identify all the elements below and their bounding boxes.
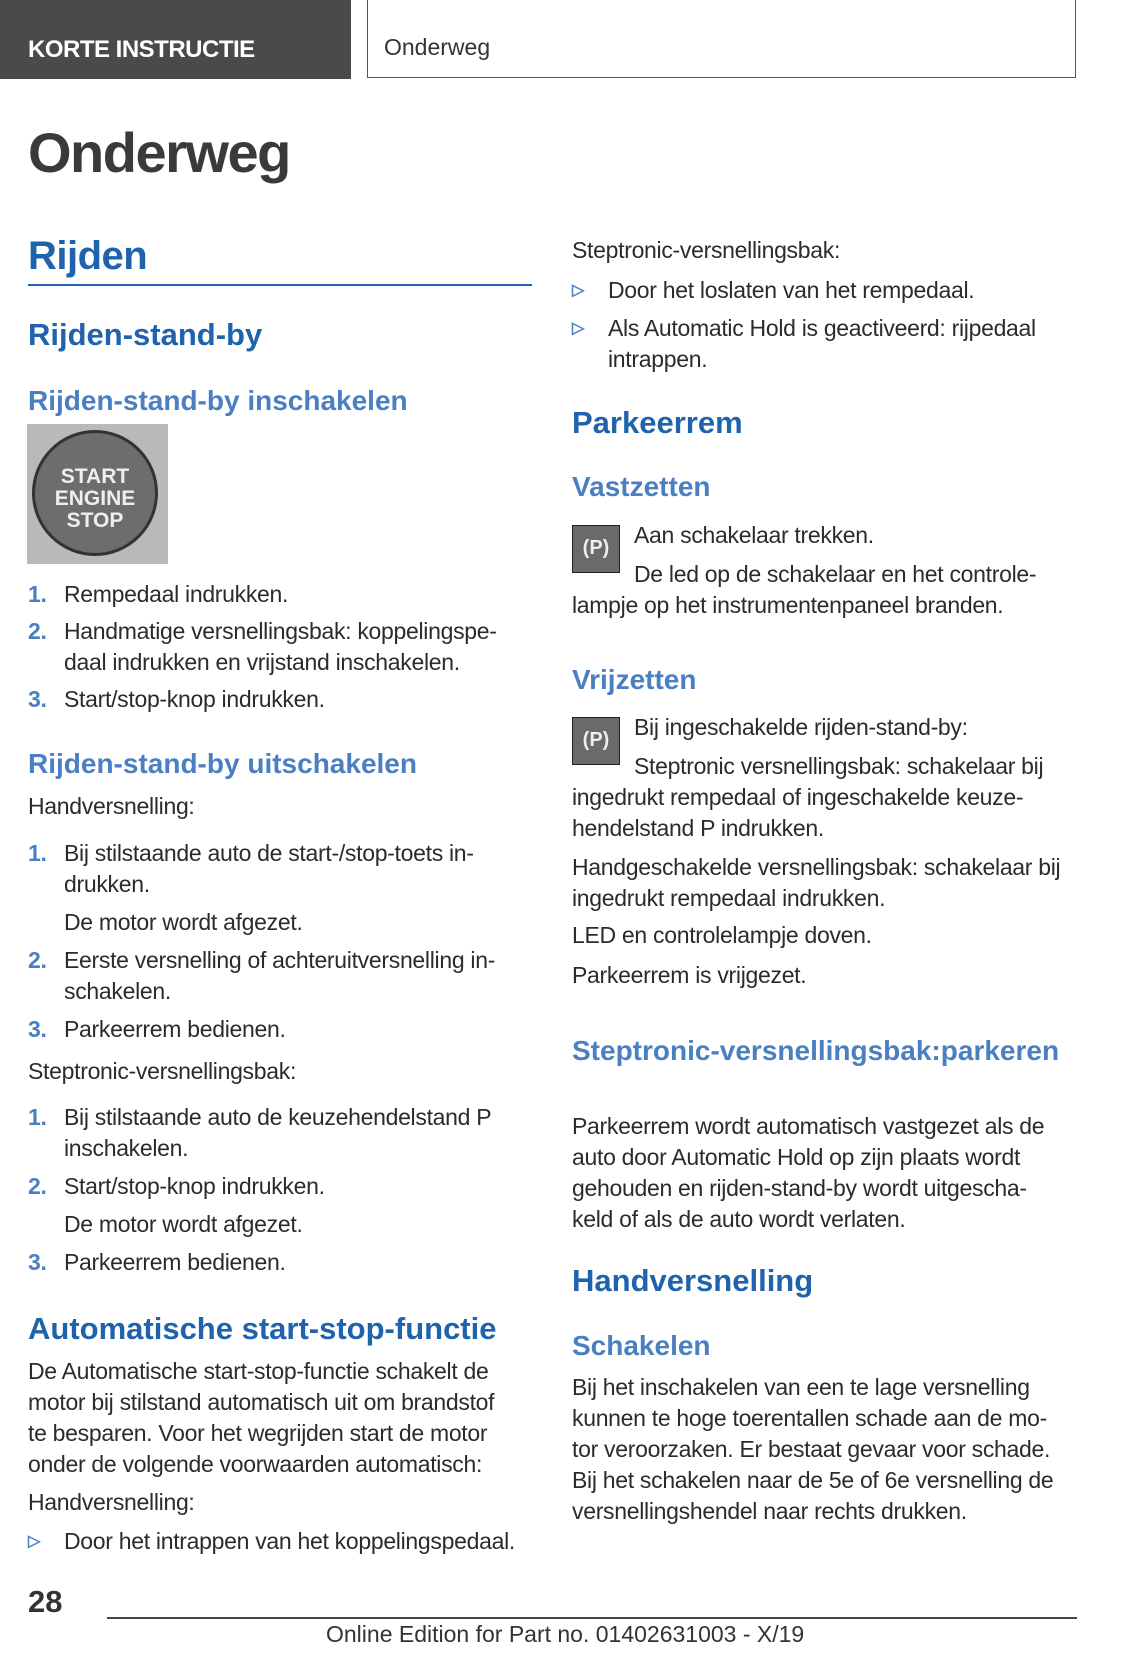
text-line: schakelen. — [64, 978, 171, 1004]
text-line: hendelstand P indrukken. — [572, 815, 824, 841]
steptronic-parkeren-paragraph — [572, 1111, 1044, 1235]
text-line: Rempedaal indrukken. — [64, 581, 289, 607]
heading-vrijzetten: Vrijzetten — [572, 664, 697, 695]
text-line: parkeren — [940, 1035, 1060, 1066]
text-line: Bij stilstaande auto de keuzehendelstand P — [64, 1104, 492, 1130]
label-auto-handversnelling: Handversnelling: — [28, 1489, 195, 1515]
list-item: ▷ Door het intrappen van het koppelingspedaal. — [64, 1526, 515, 1557]
list-item — [572, 313, 1036, 375]
heading-inschakelen: Rijden-stand-by inschakelen — [28, 385, 408, 416]
start-stop-button-image — [27, 424, 168, 564]
list-item — [28, 1171, 491, 1202]
step-number: 3. — [28, 1016, 47, 1042]
step-number: 1. — [28, 840, 47, 866]
steptronic-bullets — [572, 275, 1036, 382]
text-line: intrappen. — [608, 346, 708, 372]
text-line: ingedrukt rempedaal indrukken. — [572, 885, 886, 911]
list-item — [28, 1102, 492, 1164]
page-number: 28 — [28, 1584, 63, 1619]
step-number: 3. — [28, 1249, 47, 1275]
start-engine-stop-icon: START ENGINE STOP — [32, 430, 158, 556]
list-item — [28, 838, 495, 900]
text-line: De led op de schakelaar en het controle- — [634, 561, 1037, 587]
parking-brake-icon: (P) — [572, 717, 620, 765]
text-line: inschakelen. — [64, 1135, 189, 1161]
text-line: De Automatische start-stop-functie schakelt de — [28, 1358, 489, 1384]
step-number: 2. — [28, 618, 47, 644]
list-item — [28, 579, 497, 610]
chapter-header: Onderweg — [367, 0, 1076, 78]
text-line: kunnen te hoge toerentallen schade aan de mo- — [572, 1405, 1047, 1431]
vrij-text-5: LED en controlelampje doven. — [572, 922, 872, 948]
auto-paragraph — [28, 1356, 494, 1480]
vrij-text-3 — [572, 782, 1023, 844]
step-number: 2. — [28, 1173, 47, 1199]
heading-parkeerrem: Parkeerrem — [572, 405, 743, 440]
heading-handversnelling: Handversnelling — [572, 1263, 814, 1298]
list-item — [28, 1014, 495, 1045]
vrij-text-2 — [634, 751, 1043, 782]
list-item — [572, 275, 1036, 306]
text-line: onder de volgende voorwaarden automatisch: — [28, 1451, 483, 1477]
schakelen-paragraph — [572, 1372, 1053, 1527]
text-line: gehouden en rijden-stand-by wordt uitgescha- — [572, 1175, 1027, 1201]
label-steptronic-right: Steptronic-versnellingsbak: — [572, 237, 841, 263]
footer-edition: Online Edition for Part no. 01402631003 - X/19 — [326, 1621, 805, 1647]
uitschakelen-steptronic-steps — [28, 1102, 492, 1285]
text-line: Steptronic versnellingsbak: schakelaar bij — [634, 753, 1044, 779]
heading-steptronic-parkeren — [572, 1034, 1059, 1068]
list-item — [28, 616, 497, 678]
label-steptronic: Steptronic-versnellingsbak: — [28, 1058, 297, 1084]
text-line: Eerste versnelling of achteruitversnelling in- — [64, 947, 496, 973]
heading-rijden: Rijden — [28, 234, 148, 278]
text-line: Parkeerrem wordt automatisch vastgezet als de — [572, 1113, 1045, 1139]
section-tab: KORTE INSTRUCTIE — [0, 0, 351, 79]
text-line: Start/stop-knop indrukken. — [64, 1173, 325, 1199]
text-line: Handgeschakelde versnellingsbak: schakelaar bij — [572, 854, 1061, 880]
text-line: auto door Automatic Hold op zijn plaats wordt — [572, 1144, 1021, 1170]
list-item — [64, 1209, 491, 1240]
heading-uitschakelen: Rijden-stand-by uitschakelen — [28, 748, 417, 779]
text-line: tor veroorzaken. Er bestaat gevaar voor schade. — [572, 1436, 1051, 1462]
text-line: te besparen. Voor het wegrijden start de motor — [28, 1420, 488, 1446]
vast-text-3 — [572, 590, 1003, 621]
triangle-bullet-icon: ▷ — [28, 1533, 41, 1550]
heading-automatische-start-stop: Automatische start-stop-functie — [28, 1311, 497, 1346]
step-number: 3. — [28, 686, 47, 712]
text-line: Steptronic-versnellingsbak: — [572, 1035, 941, 1066]
vast-text-1: Aan schakelaar trekken. — [634, 522, 874, 548]
step-number: 1. — [28, 581, 47, 607]
text-line: Bij het inschakelen van een te lage versnelling — [572, 1374, 1030, 1400]
text-line: lampje op het instrumentenpaneel branden. — [572, 592, 1004, 618]
inschakelen-steps — [28, 579, 497, 721]
vrij-text-1: Bij ingeschakelde rijden-stand-by: — [634, 714, 968, 740]
text-line: motor bij stilstand automatisch uit om brandstof — [28, 1389, 495, 1415]
heading-rijden-stand-by: Rijden-stand-by — [28, 317, 263, 352]
triangle-bullet-icon: ▷ — [572, 282, 585, 299]
text-line: Handmatige versnellingsbak: koppelingspe- — [64, 618, 497, 644]
step-number: 1. — [28, 1104, 47, 1130]
heading-divider — [28, 284, 532, 286]
text-line: drukken. — [64, 871, 150, 897]
text-line: Bij stilstaande auto de start-/stop-toets in- — [64, 840, 474, 866]
triangle-bullet-icon: ▷ — [572, 320, 585, 337]
text-line: Parkeerrem bedienen. — [64, 1016, 286, 1042]
list-item — [28, 684, 497, 715]
list-item — [64, 907, 495, 938]
heading-schakelen: Schakelen — [572, 1330, 711, 1361]
uitschakelen-hand-steps — [28, 838, 496, 1052]
text-line: Als Automatic Hold is geactiveerd: rijpedaal — [608, 315, 1036, 341]
footer-divider — [107, 1617, 1077, 1619]
step-note: De motor wordt afgezet. — [64, 909, 303, 935]
list-item — [28, 1247, 491, 1278]
text-line: Bij het schakelen naar de 5e of 6e versnelling de — [572, 1467, 1054, 1493]
parking-brake-icon: (P) — [572, 525, 620, 573]
page-title: Onderweg — [28, 121, 290, 184]
heading-vastzetten: Vastzetten — [572, 471, 711, 502]
label-handversnelling: Handversnelling: — [28, 793, 195, 819]
vast-text-2 — [634, 559, 1036, 590]
text-line: ingedrukt rempedaal of ingeschakelde keuze- — [572, 784, 1024, 810]
list-item — [28, 945, 496, 1007]
text-line: Start/stop-knop indrukken. — [64, 686, 325, 712]
vrij-text-6: Parkeerrem is vrijgezet. — [572, 962, 807, 988]
vrij-text-4 — [572, 852, 1060, 914]
text-line: versnellingshendel naar rechts drukken. — [572, 1498, 967, 1524]
step-number: 2. — [28, 947, 47, 973]
text-line: keld of als de auto wordt verlaten. — [572, 1206, 906, 1232]
text-line: daal indrukken en vrijstand inschakelen. — [64, 649, 460, 675]
text-line: Parkeerrem bedienen. — [64, 1249, 286, 1275]
step-note: De motor wordt afgezet. — [64, 1211, 303, 1237]
text-line: Door het loslaten van het rempedaal. — [608, 277, 975, 303]
